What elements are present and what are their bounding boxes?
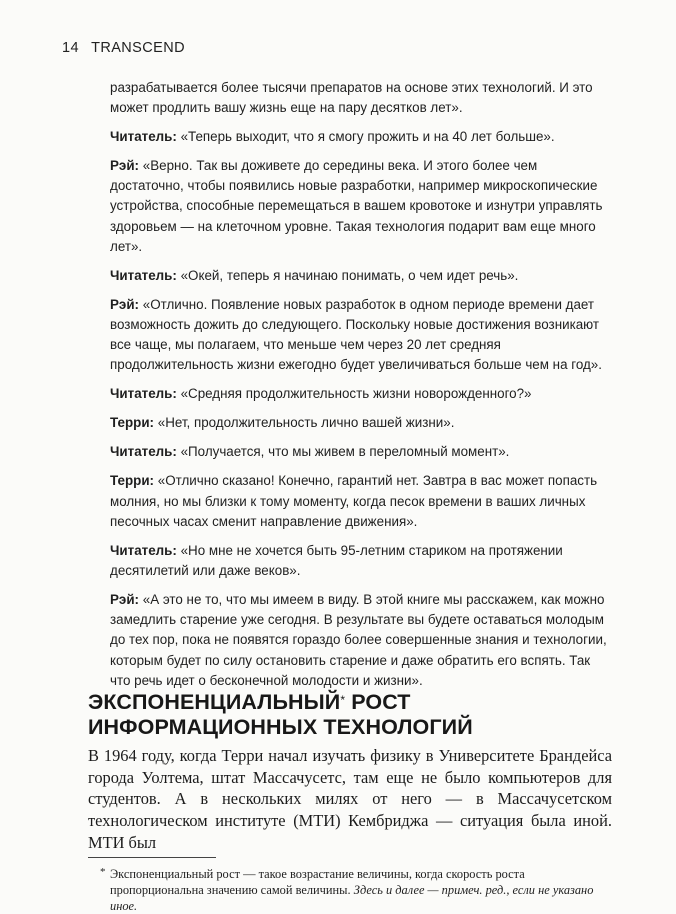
dialog-paragraph <box>110 590 610 691</box>
dialog-text: «Средняя продолжительность жизни новорожденного?» <box>180 386 532 402</box>
dialog-paragraph <box>110 471 610 532</box>
speaker-label: Читатель: <box>110 444 177 460</box>
footnote-marker: * <box>100 866 106 878</box>
speaker-label: Терри: <box>110 473 155 489</box>
footnote-text: Экспоненциальный рост — такое возрастание величины, когда скорость роста пропорциональна значению самой величины. <box>110 867 525 897</box>
dialog-paragraph <box>110 384 610 404</box>
footnote <box>100 866 610 914</box>
dialog-paragraph <box>110 266 610 286</box>
dialog-paragraph <box>110 541 610 581</box>
speaker-label: Читатель: <box>110 129 177 144</box>
page-number: 14 <box>62 40 79 56</box>
speaker-label: Читатель: <box>110 542 177 558</box>
dialog-paragraph <box>110 295 610 376</box>
running-head <box>62 40 185 56</box>
section-heading <box>88 690 608 739</box>
book-title: TRANSCEND <box>91 40 185 56</box>
dialog-paragraph <box>110 156 610 257</box>
dialog-text: «А это не то, что мы имеем в виду. В этой книге мы расскажем, как можно замедлить старение уже сегодня. В результате вы будете оставаться молодым до тех пор, пока не появятся гораздо более совершенные знания и технологии, которым будет по силу остановить старение и даже обратить его вспять. Так что речь идет о бесконечной молодости и жизни». <box>110 592 607 688</box>
dialog-text: «Окей, теперь я начинаю понимать, о чем идет речь». <box>180 267 519 283</box>
footnote-divider <box>88 857 216 858</box>
dialog-paragraph <box>110 127 610 147</box>
speaker-label: Рэй: <box>110 158 140 173</box>
dialog-text: «Нет, продолжительность лично вашей жизни». <box>157 415 455 431</box>
dialog-text: «Но мне не хочется быть 95-летним стариком на протяжении десятилетий или даже веков». <box>110 542 563 579</box>
dialog-text: «Теперь выходит, что я смогу прожить и на 40 лет больше». <box>180 129 555 144</box>
dialog-block <box>110 78 610 700</box>
footnote-marker: * <box>340 693 346 707</box>
dialog-text: «Получается, что мы живем в переломный момент». <box>180 444 510 460</box>
dialog-paragraph <box>110 413 610 433</box>
heading-part-one: ЭКСПОНЕНЦИАЛЬНЫЙ <box>88 690 341 714</box>
speaker-label: Рэй: <box>110 592 140 608</box>
dialog-text: разрабатывается более тысячи препаратов на основе этих технологий. И это может продлить вашу жизнь еще на пару десятков лет». <box>110 80 593 116</box>
dialog-paragraph <box>110 442 610 462</box>
speaker-label: Рэй: <box>110 296 140 312</box>
speaker-label: Читатель: <box>110 386 177 402</box>
body-paragraph: В 1964 году, когда Терри начал изучать физику в Университете Брандейса города Уолтема, штат Массачусетс, там еще не было компьютеров для студентов. А в нескольких милях от него — в Массачусетском технологическом институте (МТИ) Кембриджа — ситуация была иной. МТИ был <box>88 746 612 852</box>
dialog-text: «Отлично сказано! Конечно, гарантий нет. Завтра в вас может попасть молния, но мы близки к тому моменту, когда песок времени в ваших личных песочных часах сменит направление движения». <box>110 473 598 529</box>
speaker-label: Читатель: <box>110 267 177 283</box>
heading-part-two: РОСТ ИНФОРМАЦИОННЫХ ТЕХНОЛОГИЙ <box>88 690 473 739</box>
dialog-text: «Верно. Так вы доживете до середины века. И этого более чем достаточно, чтобы появились новые разработки, например микроскопические устройства, способные перемещаться в вашем кровотоке и изнутри управлять здоровьем — на клеточном уровне. Такая технология подарит вам еще много лет». <box>110 158 603 254</box>
dialog-text: «Отлично. Появление новых разработок в одном периоде времени дает возможность дожить до следующего. Поскольку новые достижения возникают все чаще, мы полагаем, что меньше чем через 20 лет средняя продолжительность жизни ежегодно будет увеличиваться больше чем на год». <box>110 296 602 373</box>
footnote-editor-note: Здесь и далее — примеч. ред., если не указано иное. <box>110 883 594 913</box>
dialog-paragraph <box>110 78 610 118</box>
speaker-label: Терри: <box>110 415 155 431</box>
